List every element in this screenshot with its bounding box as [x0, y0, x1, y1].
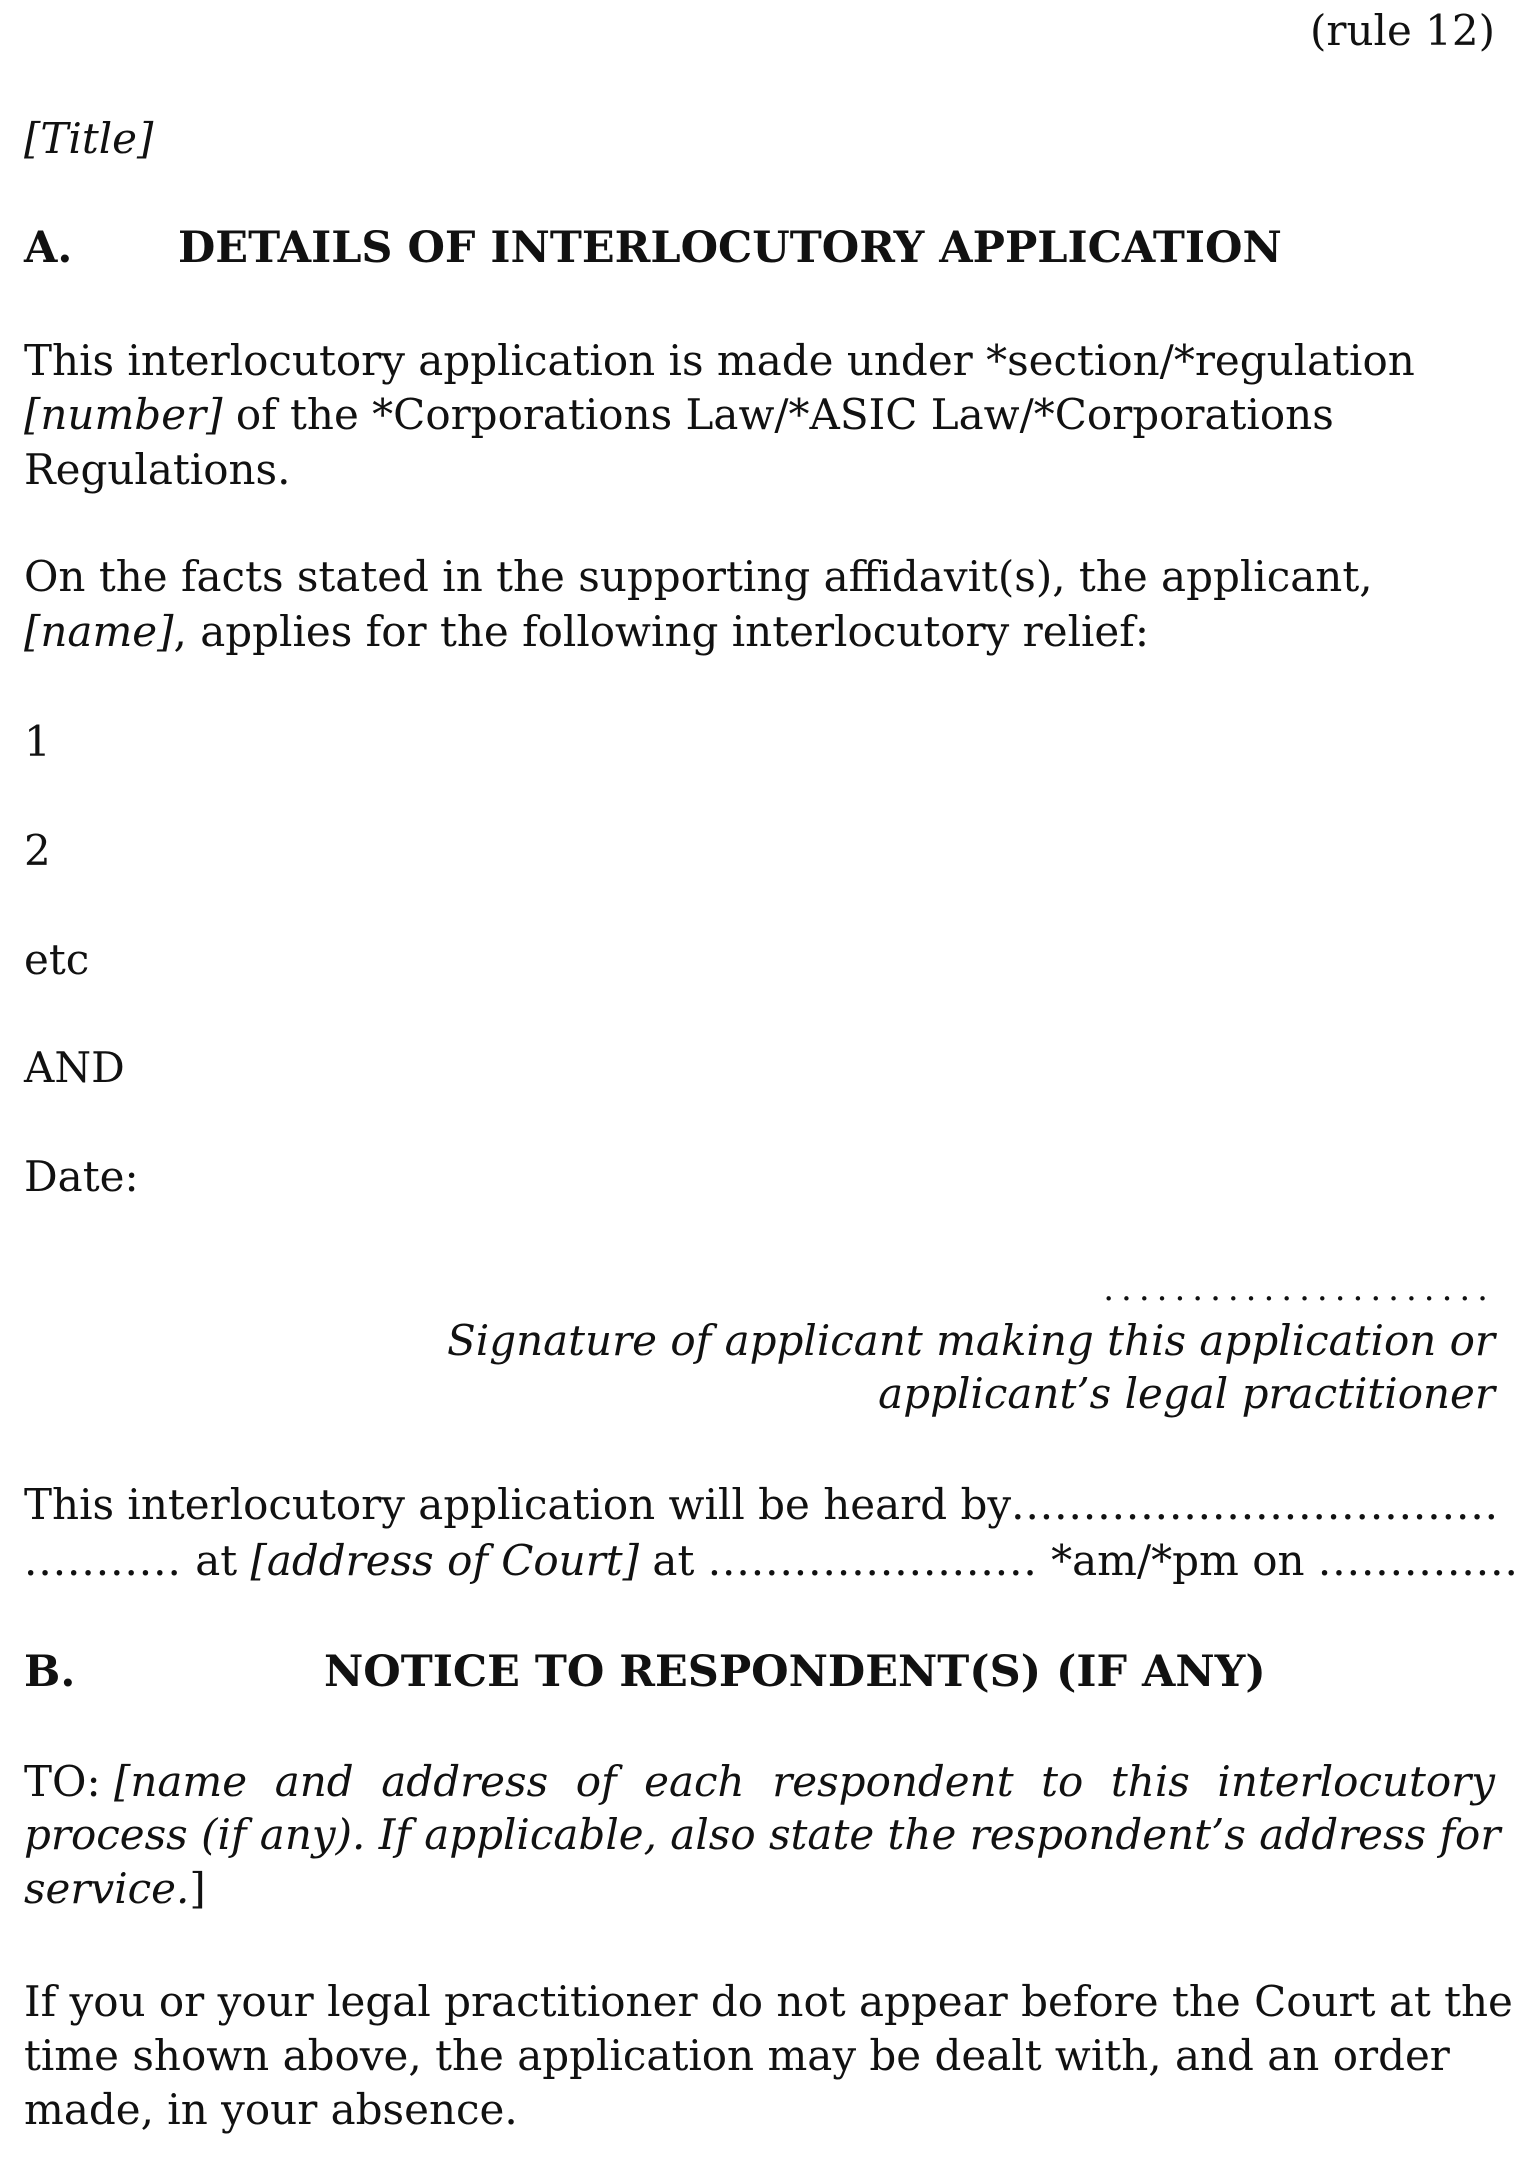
- section-b-heading: [24, 1645, 1266, 1699]
- title-placeholder: [Title]: [24, 114, 154, 163]
- para2-line2: [24, 605, 1149, 659]
- hearing-by-blank: ..................................: [1011, 1480, 1500, 1529]
- para1-line3: Regulations.: [24, 445, 291, 494]
- hearing-text: This interlocutory application will be heard by: [24, 1480, 1012, 1529]
- hearing-time-blank: .......................: [707, 1536, 1038, 1585]
- to-line3: [24, 1862, 206, 1916]
- signature-caption-line2: applicant’s legal practitioner: [878, 1369, 1495, 1418]
- hearing-line2: [24, 1534, 1519, 1588]
- to-line2: process (if any). If applicable, also state the respondent’s address for: [24, 1810, 1501, 1859]
- section-b-letter: B.: [24, 1647, 76, 1697]
- hearing-at-1: at: [181, 1536, 251, 1585]
- para2-line1: On the facts stated in the supporting affidavit(s), the applicant,: [24, 552, 1373, 601]
- section-a-heading: [24, 221, 1282, 275]
- to-line1: [24, 1755, 1495, 1809]
- hearing-judge-blank: ...........: [24, 1536, 182, 1585]
- to-line3-text: service.: [24, 1864, 190, 1913]
- hearing-am-pm: *am/*pm on: [1037, 1536, 1318, 1585]
- hearing-line1: [24, 1478, 1500, 1532]
- to-line3-close: ]: [189, 1864, 206, 1913]
- section-a-title: DETAILS OF INTERLOCUTORY APPLICATION: [178, 223, 1282, 273]
- relief-item-etc: etc: [24, 935, 90, 984]
- relief-item-1: 1: [24, 717, 51, 766]
- hearing-line2-part1: [24, 1534, 1038, 1588]
- signature-line: ......................: [1103, 1269, 1495, 1309]
- para1-line2: [24, 388, 1334, 442]
- to-label: TO:: [24, 1757, 114, 1806]
- para1-line1: This interlocutory application is made under *section/*regulation: [24, 336, 1415, 385]
- relief-item-2: 2: [24, 826, 51, 875]
- para2-line2-rest: , applies for the following interlocutory relief:: [173, 607, 1149, 656]
- signature-caption-line1: Signature of applicant making this application or: [447, 1316, 1495, 1365]
- to-line1-text: [name and address of each respondent to this interlocutory: [113, 1757, 1495, 1806]
- name-placeholder: [name]: [24, 607, 174, 656]
- section-a-letter: A.: [24, 223, 73, 273]
- section-b-title: NOTICE TO RESPONDENT(S) (IF ANY): [324, 1647, 1266, 1697]
- hearing-line2-part2: [1038, 1534, 1519, 1588]
- rule-reference: (rule 12): [1310, 6, 1495, 55]
- date-label: Date:: [24, 1152, 139, 1201]
- notice-line3: made, in your absence.: [24, 2085, 518, 2134]
- address-of-court-placeholder: [address of Court]: [250, 1536, 640, 1585]
- para1-line2-rest: of the *Corporations Law/*ASIC Law/*Corporations: [222, 390, 1334, 439]
- notice-line1: If you or your legal practitioner do not appear before the Court at the: [24, 1977, 1513, 2026]
- number-placeholder: [number]: [24, 390, 223, 439]
- and-label: AND: [24, 1043, 125, 1092]
- hearing-at-2: at: [639, 1536, 708, 1585]
- notice-line2: time shown above, the application may be dealt with, and an order: [24, 2031, 1450, 2080]
- hearing-date-blank: ..............: [1317, 1536, 1519, 1585]
